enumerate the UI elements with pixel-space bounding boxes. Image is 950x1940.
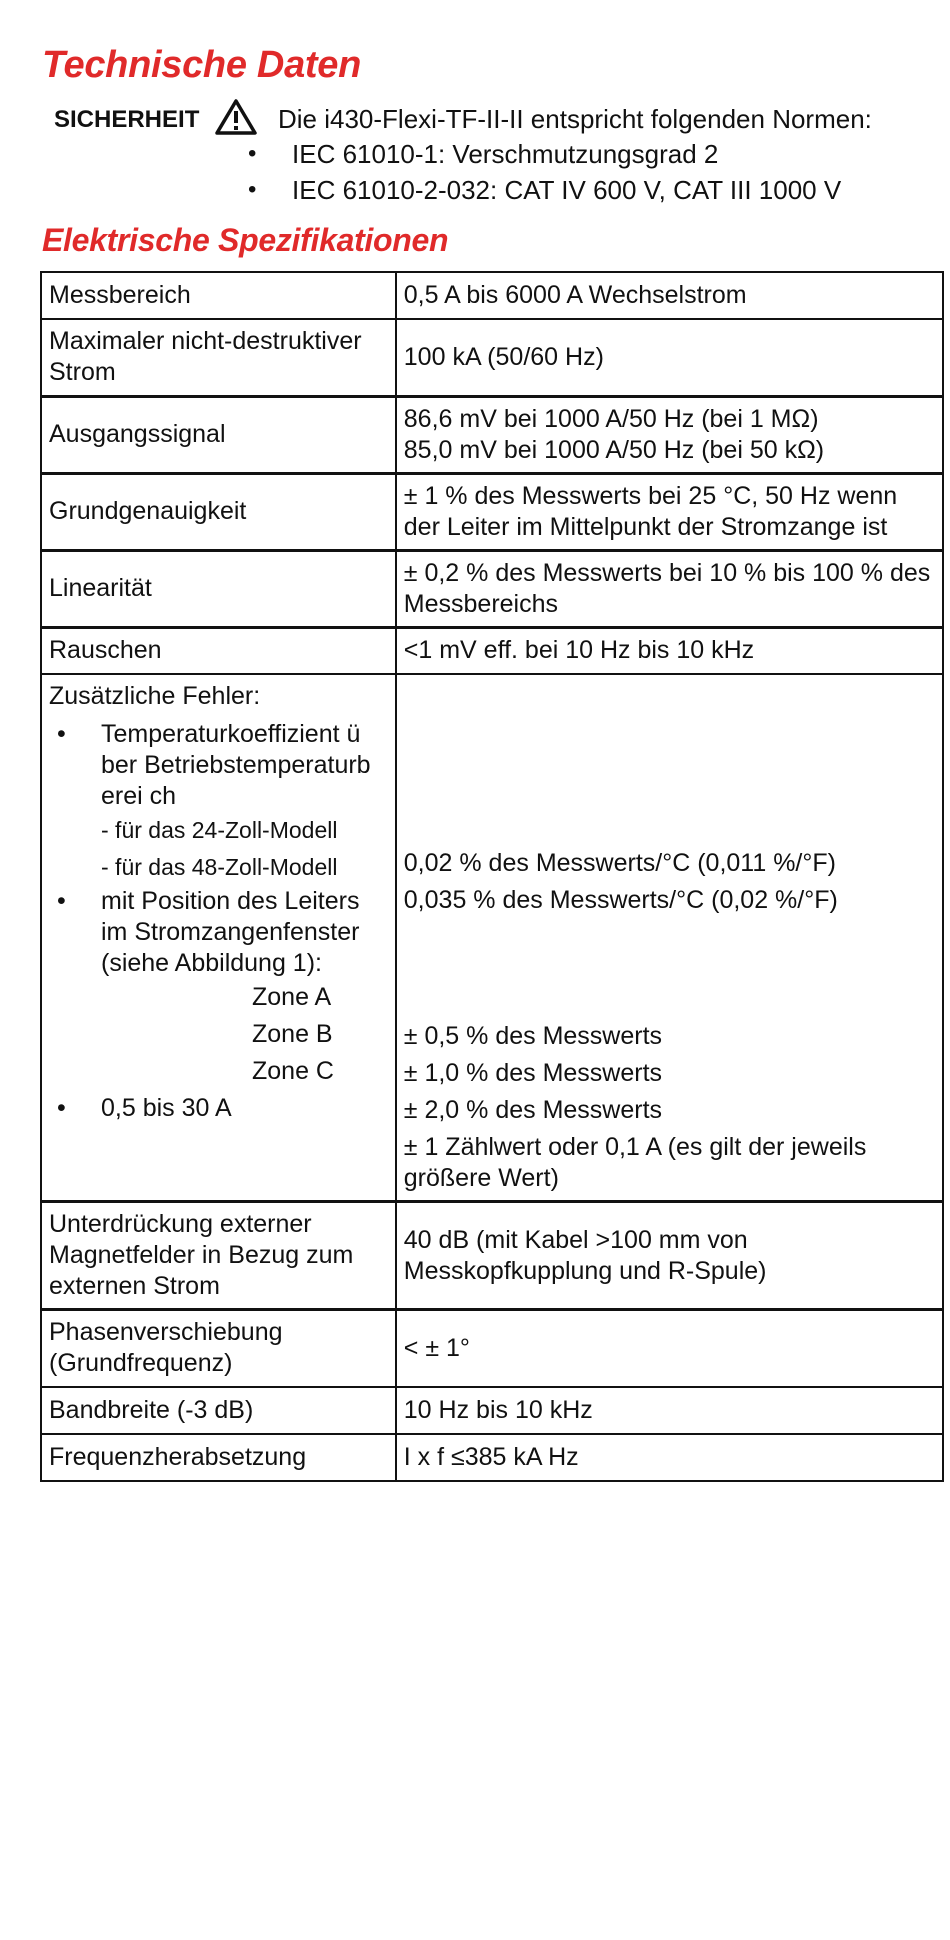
table-row [41, 550, 943, 627]
table-row [41, 1434, 943, 1481]
zone-value: ± 0,5 % des Messwerts [403, 1022, 663, 1050]
additional-errors-title: Zusätzliche Fehler: [49, 682, 261, 710]
spec-label: Bandbreite (-3 dB) [41, 1387, 396, 1434]
spec-label: Unterdrückung externer Magnetfelder in Bezug zum externen Strom [41, 1202, 396, 1310]
safety-text: Die i430-Flexi-TF-II-II entspricht folgenden Normen: [278, 104, 872, 134]
bullet-icon: • [57, 1094, 66, 1122]
temp-coefficient-item [49, 719, 388, 812]
zone-label: Zone A [252, 983, 332, 1011]
table-row [41, 473, 943, 550]
table-row [41, 272, 943, 319]
table-row [41, 319, 943, 396]
safety-label: SICHERHEIT [54, 106, 200, 133]
spec-label: Grundgenauigkeit [41, 473, 396, 550]
spec-value: ± 1 % des Messwerts bei 25 °C, 50 Hz wenn der Leiter im Mittelpunkt der Stromzange ist [396, 473, 943, 550]
model48-label: - für das 48-Zoll-Modell [101, 854, 338, 880]
spec-label: Messbereich [41, 272, 396, 319]
model48-value: 0,035 % des Messwerts/°C (0,02 %/°F) [403, 886, 838, 914]
zone-label: Zone B [252, 1020, 333, 1048]
table-row [41, 1310, 943, 1387]
temp-coefficient-label: Temperaturkoeffizient über Betriebstemperaturberei ch [101, 720, 371, 810]
spec-label: Rauschen [41, 627, 396, 674]
norm-item: • IEC 61010-1: Verschmutzungsgrad 2 [248, 136, 841, 172]
table-row-additional-errors [41, 674, 943, 1202]
spec-label: Linearität [41, 550, 396, 627]
bullet-icon: • [57, 887, 66, 915]
table-row [41, 396, 943, 473]
spec-value: < ± 1° [396, 1310, 943, 1387]
bullet-icon: • [57, 720, 66, 748]
spec-value: 0,5 A bis 6000 A Wechselstrom [396, 272, 943, 319]
table-row [41, 1202, 943, 1310]
low-current-value: ± 1 Zählwert oder 0,1 A (es gilt der jeweils größere Wert) [403, 1133, 867, 1192]
zone-row [49, 1053, 388, 1090]
section-title: Elektrische Spezifikationen [42, 222, 449, 258]
spec-value: 86,6 mV bei 1000 A/50 Hz (bei 1 MΩ) 85,0 mV bei 1000 A/50 Hz (bei 50 kΩ) [396, 396, 943, 473]
zone-label: Zone C [252, 1057, 334, 1085]
spec-label: Phasenverschiebung (Grundfrequenz) [41, 1310, 396, 1387]
zone-row [49, 979, 388, 1016]
table-row [41, 627, 943, 674]
low-current-label: 0,5 bis 30 A [101, 1094, 232, 1122]
table-row [41, 1387, 943, 1434]
model48-row [49, 849, 388, 886]
norm-item: • IEC 61010-2-032: CAT IV 600 V, CAT III 1000 V [248, 172, 841, 208]
spec-value: 100 kA (50/60 Hz) [396, 319, 943, 396]
spec-value: I x f ≤385 kA Hz [396, 1434, 943, 1481]
spec-value: <1 mV eff. bei 10 Hz bis 10 kHz [396, 627, 943, 674]
zone-value: ± 1,0 % des Messwerts [403, 1059, 663, 1087]
position-item [49, 886, 388, 979]
position-label: mit Position des Leiters im Stromzangenfenster (siehe Abbildung 1): [101, 887, 360, 977]
low-current-row [49, 1090, 388, 1127]
spec-value: 10 Hz bis 10 kHz [396, 1387, 943, 1434]
model24-row [49, 812, 388, 849]
page-title: Technische Daten [42, 44, 361, 86]
warning-triangle-icon [214, 98, 258, 136]
additional-errors-labels [41, 674, 396, 1202]
spec-table [40, 271, 944, 1482]
spec-value: ± 0,2 % des Messwerts bei 10 % bis 100 % des Messbereichs [396, 550, 943, 627]
norms-list [248, 136, 841, 208]
model24-value: 0,02 % des Messwerts/°C (0,011 %/°F) [403, 849, 836, 877]
model24-label: - für das 24-Zoll-Modell [101, 817, 338, 843]
spec-value: 40 dB (mit Kabel >100 mm von Messkopfkupplung und R-Spule) [396, 1202, 943, 1310]
zone-value: ± 2,0 % des Messwerts [403, 1096, 663, 1124]
spec-label: Ausgangssignal [41, 396, 396, 473]
spec-label: Maximaler nicht-destruktiver Strom [41, 319, 396, 396]
spec-label: Frequenzherabsetzung [41, 1434, 396, 1481]
additional-errors-values [396, 674, 943, 1202]
zone-row [49, 1016, 388, 1053]
